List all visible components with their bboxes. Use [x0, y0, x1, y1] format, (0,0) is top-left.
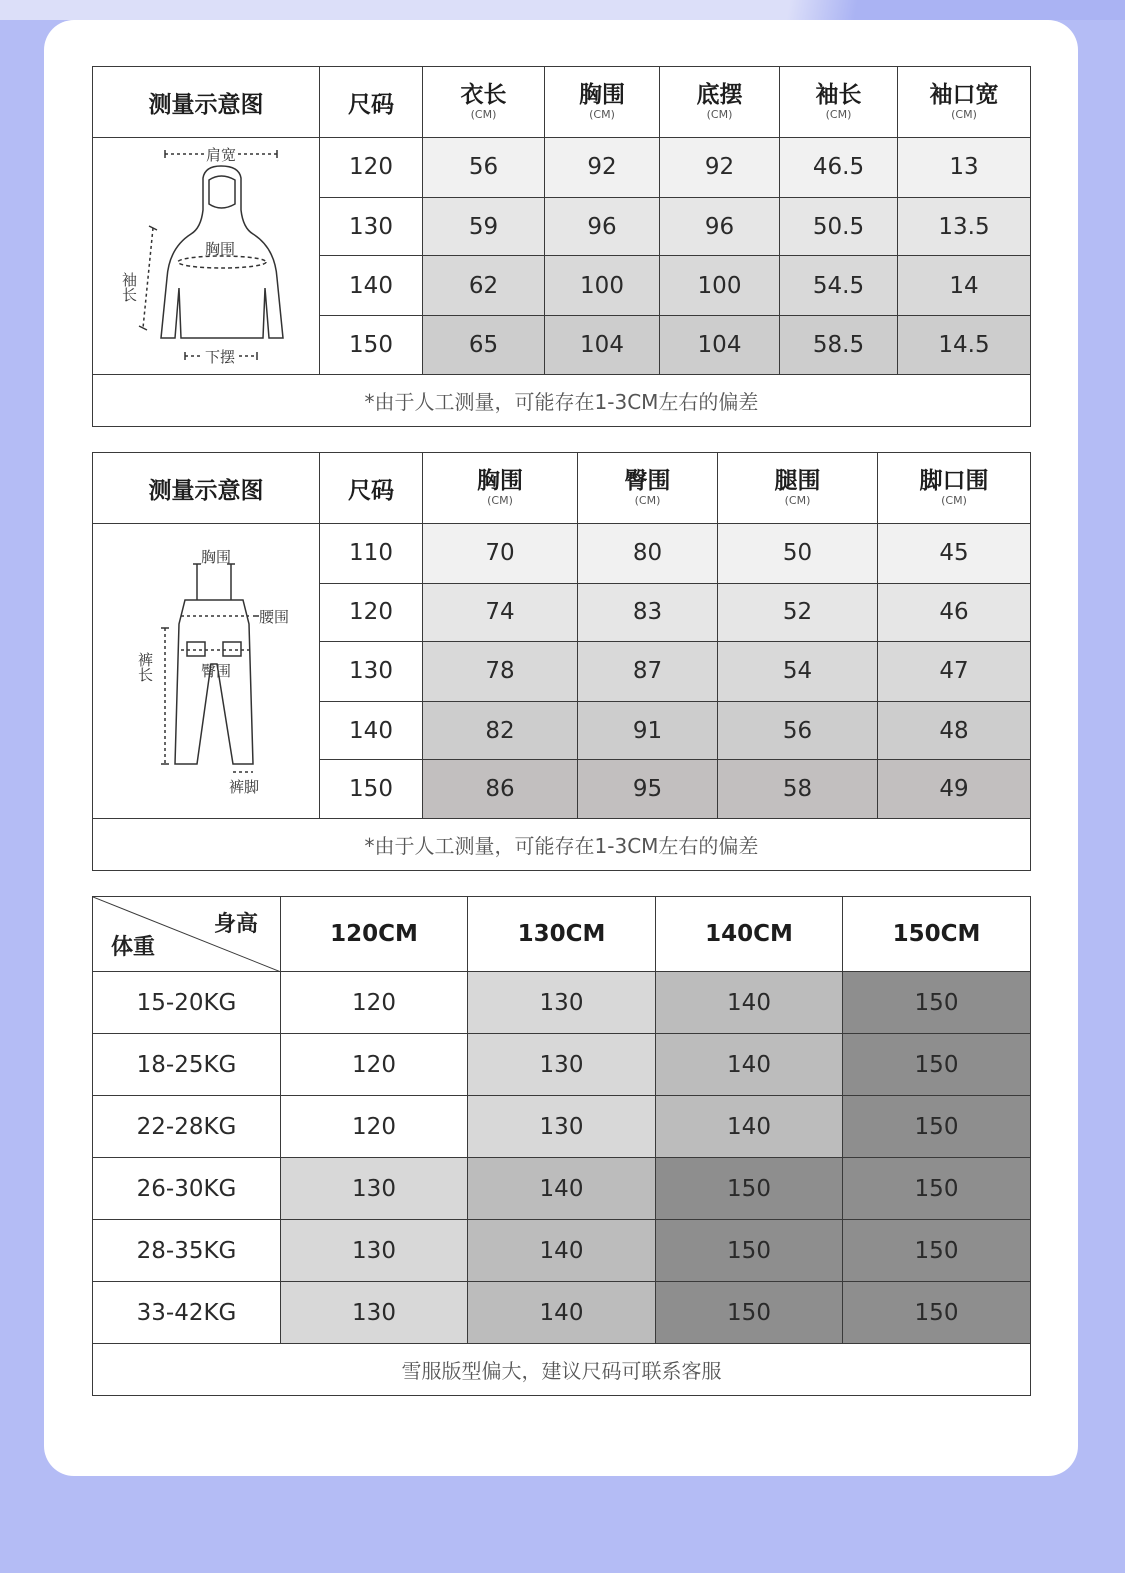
weight-cell: 26-30KG: [93, 1158, 281, 1220]
size-cell: 130: [320, 642, 423, 702]
value-cell: 96: [545, 197, 660, 256]
value-cell: 83: [578, 583, 718, 642]
measurement-note: *由于人工测量，可能存在1-3CM左右的偏差: [93, 819, 1031, 871]
column-header: 脚口围 (CM): [878, 453, 1031, 524]
value-cell: 47: [878, 642, 1031, 702]
value-cell: 46.5: [780, 138, 898, 198]
column-header: 袖长 (CM): [780, 67, 898, 138]
column-header: 底摆 (CM): [660, 67, 780, 138]
size-cell: 150: [843, 972, 1031, 1034]
value-cell: 59: [423, 197, 545, 256]
size-cell: 140: [320, 256, 423, 316]
size-cell: 150: [656, 1158, 843, 1220]
label-shoulder: 肩宽: [206, 146, 237, 164]
value-cell: 45: [878, 524, 1031, 584]
label-hem: 下摆: [205, 348, 236, 366]
value-cell: 14: [898, 256, 1031, 316]
label-chest: 胸围: [205, 240, 236, 258]
column-header: 袖口宽 (CM): [898, 67, 1031, 138]
value-cell: 54: [718, 642, 878, 702]
note-row: [93, 375, 1031, 427]
value-cell: 14.5: [898, 316, 1031, 375]
jacket-illustration: [93, 138, 320, 370]
value-cell: 13.5: [898, 197, 1031, 256]
size-header: 尺码: [320, 67, 423, 138]
value-cell: 56: [718, 701, 878, 760]
height-header: 140CM: [656, 897, 843, 972]
size-header: 尺码: [320, 453, 423, 524]
size-recommendation-table: [92, 896, 1031, 1396]
label-hip: 臀围: [201, 662, 232, 680]
label-waist: 腰围: [259, 608, 290, 626]
size-cell: 150: [843, 1220, 1031, 1282]
value-cell: 104: [660, 316, 780, 375]
size-cell: 150: [843, 1096, 1031, 1158]
size-cell: 140: [468, 1158, 656, 1220]
value-cell: 78: [423, 642, 578, 702]
value-cell: 104: [545, 316, 660, 375]
size-cell: 150: [843, 1282, 1031, 1344]
value-cell: 48: [878, 701, 1031, 760]
height-header: 150CM: [843, 897, 1031, 972]
value-cell: 92: [660, 138, 780, 198]
size-cell: 150: [656, 1282, 843, 1344]
size-cell: 150: [320, 316, 423, 375]
size-cell: 150: [320, 760, 423, 819]
size-cell: 140: [468, 1220, 656, 1282]
value-cell: 70: [423, 524, 578, 584]
jacket-size-table: [92, 66, 1031, 427]
label-length: 裤长: [136, 652, 154, 682]
value-cell: 91: [578, 701, 718, 760]
value-cell: 82: [423, 701, 578, 760]
value-cell: 50.5: [780, 197, 898, 256]
value-cell: 50: [718, 524, 878, 584]
weight-cell: 33-42KG: [93, 1282, 281, 1344]
value-cell: 100: [545, 256, 660, 316]
pants-illustration: [93, 524, 320, 814]
pants-diagram: [93, 524, 320, 819]
note-row: [93, 1344, 1031, 1396]
weight-cell: 22-28KG: [93, 1096, 281, 1158]
size-cell: 150: [843, 1034, 1031, 1096]
size-cell: 130: [468, 972, 656, 1034]
value-cell: 87: [578, 642, 718, 702]
background-top: [0, 0, 1125, 20]
value-cell: 58: [718, 760, 878, 819]
value-cell: 95: [578, 760, 718, 819]
size-cell: 110: [320, 524, 423, 584]
corner-header: [93, 897, 281, 972]
value-cell: 96: [660, 197, 780, 256]
size-cell: 130: [468, 1096, 656, 1158]
size-cell: 130: [281, 1158, 468, 1220]
label-sleeve: 袖长: [120, 272, 138, 302]
weight-cell: 15-20KG: [93, 972, 281, 1034]
jacket-diagram: [93, 138, 320, 375]
table-row: [93, 1034, 1031, 1096]
size-cell: 120: [281, 1034, 468, 1096]
size-cell: 150: [843, 1158, 1031, 1220]
label-chest: 胸围: [201, 548, 232, 566]
height-label: 身高: [213, 912, 258, 937]
column-header: 胸围 (CM): [545, 67, 660, 138]
weight-cell: 28-35KG: [93, 1220, 281, 1282]
table-row: [93, 972, 1031, 1034]
height-header: 120CM: [281, 897, 468, 972]
size-cell: 130: [468, 1034, 656, 1096]
value-cell: 49: [878, 760, 1031, 819]
weight-label: 体重: [111, 935, 156, 960]
value-cell: 86: [423, 760, 578, 819]
measurement-note: *由于人工测量，可能存在1-3CM左右的偏差: [93, 375, 1031, 427]
size-cell: 130: [281, 1282, 468, 1344]
value-cell: 54.5: [780, 256, 898, 316]
table-header-row: [93, 453, 1031, 524]
table-row: [93, 1282, 1031, 1344]
size-cell: 120: [320, 138, 423, 198]
size-cell: 140: [656, 972, 843, 1034]
size-cell: 150: [656, 1220, 843, 1282]
size-cell: 140: [468, 1282, 656, 1344]
column-header: 臀围 (CM): [578, 453, 718, 524]
size-cell: 140: [656, 1034, 843, 1096]
table-row: [93, 1096, 1031, 1158]
value-cell: 13: [898, 138, 1031, 198]
table-row: [93, 524, 1031, 584]
value-cell: 46: [878, 583, 1031, 642]
size-cell: 120: [281, 1096, 468, 1158]
column-header: 衣长 (CM): [423, 67, 545, 138]
value-cell: 100: [660, 256, 780, 316]
pants-size-table: [92, 452, 1031, 871]
column-header: 腿围 (CM): [718, 453, 878, 524]
table-row: [93, 138, 1031, 198]
label-cuff: 裤脚: [229, 778, 260, 796]
table-row: [93, 1158, 1031, 1220]
value-cell: 92: [545, 138, 660, 198]
diagram-header: 测量示意图: [93, 67, 320, 138]
table-header-row: [93, 67, 1031, 138]
value-cell: 52: [718, 583, 878, 642]
size-cell: 140: [656, 1096, 843, 1158]
table-header-row: [93, 897, 1031, 972]
value-cell: 74: [423, 583, 578, 642]
value-cell: 65: [423, 316, 545, 375]
weight-cell: 18-25KG: [93, 1034, 281, 1096]
size-cell: 130: [320, 197, 423, 256]
value-cell: 58.5: [780, 316, 898, 375]
sizing-advice-note: 雪服版型偏大，建议尺码可联系客服: [93, 1344, 1031, 1396]
size-cell: 140: [320, 701, 423, 760]
value-cell: 62: [423, 256, 545, 316]
column-header: 胸围 (CM): [423, 453, 578, 524]
table-row: [93, 1220, 1031, 1282]
size-cell: 130: [281, 1220, 468, 1282]
height-header: 130CM: [468, 897, 656, 972]
value-cell: 80: [578, 524, 718, 584]
diagram-header: 测量示意图: [93, 453, 320, 524]
size-cell: 120: [281, 972, 468, 1034]
size-cell: 120: [320, 583, 423, 642]
value-cell: 56: [423, 138, 545, 198]
note-row: [93, 819, 1031, 871]
